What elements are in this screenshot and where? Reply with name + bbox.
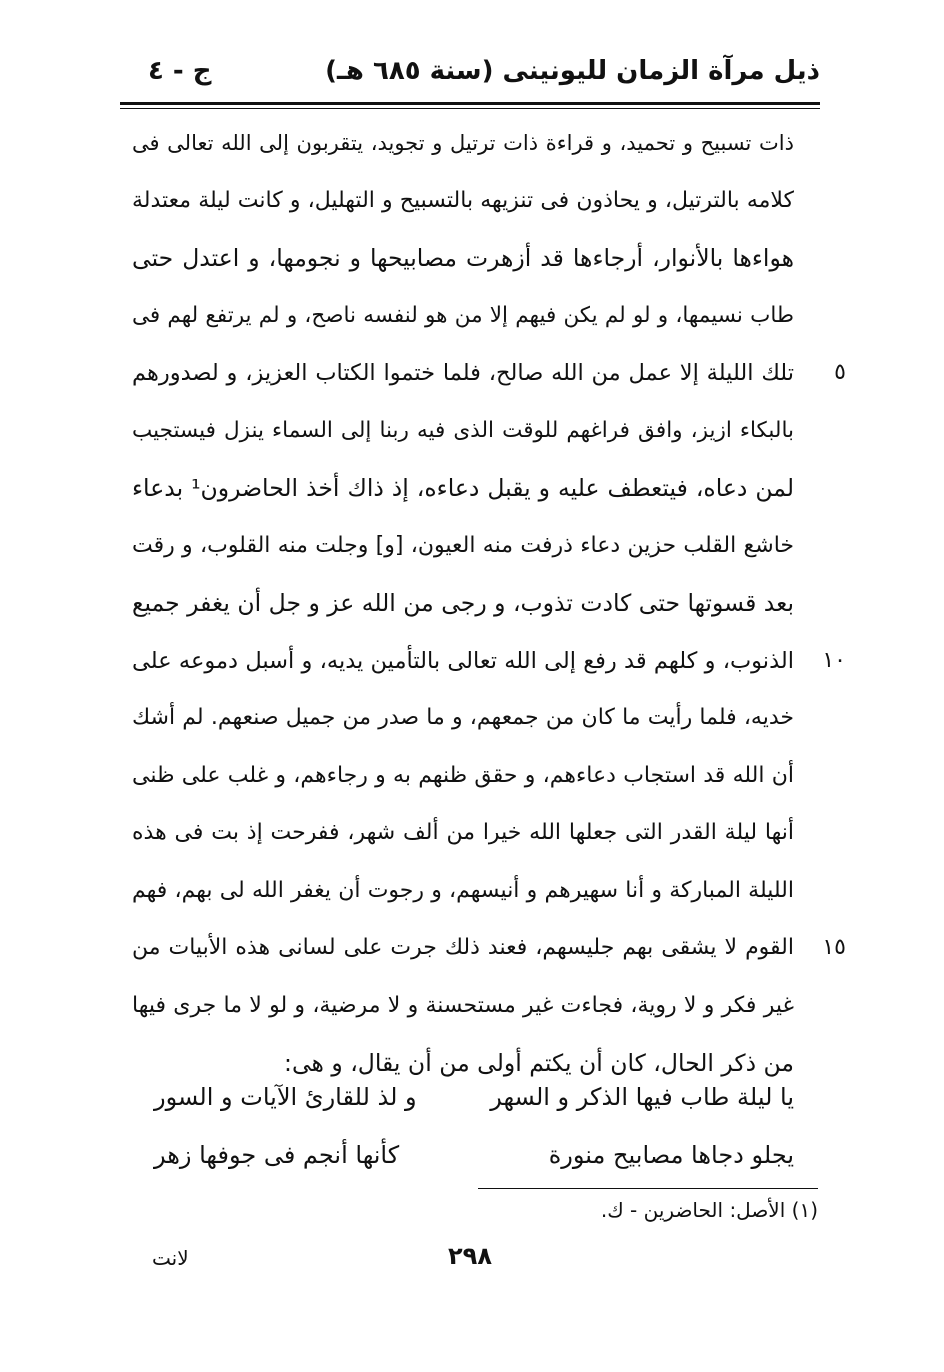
line-number: ٥ bbox=[834, 360, 846, 385]
poem-verse bbox=[154, 1132, 794, 1190]
text-line bbox=[132, 408, 794, 466]
text-line bbox=[132, 120, 794, 178]
header-rule-thick bbox=[120, 102, 820, 105]
poem-verse bbox=[154, 1074, 794, 1132]
header-rule-thin bbox=[120, 108, 820, 109]
line-text: هواءها بالأنوار، أرجاءها قد أزهرت مصابيحها و نجومها، و اعتدل حتى bbox=[132, 244, 794, 272]
footnote-rule bbox=[478, 1188, 818, 1189]
line-text: غير فكر و لا روية، فجاءت غير مستحسنة و لا مرضية، و لو لا ما جرى فيها bbox=[132, 992, 794, 1018]
running-header bbox=[120, 52, 820, 100]
page-number: ٢٩٨ bbox=[448, 1242, 492, 1270]
text-line bbox=[132, 695, 794, 753]
line-number: ١٠ bbox=[822, 647, 846, 673]
text-line bbox=[132, 523, 794, 581]
body-text bbox=[132, 120, 846, 1098]
line-text: من ذكر الحال، كان أن يكتم أولى من أن يقال، و هى: bbox=[284, 1049, 794, 1077]
text-line bbox=[132, 925, 846, 983]
line-text: ذات تسبيح و تحميد، و قراءة ذات ترتيل و تجويد، يتقربون إلى الله تعالى فى bbox=[132, 131, 794, 155]
line-text: الليلة المباركة و أنا سهيرهم و أنيسهم، و رجوت أن يغفر الله لى بهم، فهم bbox=[132, 877, 794, 903]
footnote: (١) الأصل: الحاضرين - ك. bbox=[600, 1198, 818, 1222]
text-line bbox=[132, 868, 794, 926]
signature-mark: لانت bbox=[152, 1246, 189, 1270]
line-text: خديه، فلما رأيت ما كان من جمعهم، و ما صدر من جميل صنعهم. لم أشك bbox=[132, 705, 794, 730]
verse-second-hemistich: و لذ للقارئ الآيات و السور bbox=[154, 1083, 417, 1111]
header-volume: ج - ٤ bbox=[148, 56, 212, 86]
line-text: القوم لا يشقى بهم جليسهم، فعند ذلك جرت على لسانى هذه الأبيات من bbox=[132, 935, 794, 960]
header-title: ذيل مرآة الزمان لليونينى (سنة ٦٨٥ هـ) bbox=[325, 56, 820, 86]
text-line bbox=[132, 235, 794, 293]
line-text: الذنوب، و كلهم قد رفع إلى الله تعالى بالتأمين يديه، و أسبل دموعه على bbox=[132, 647, 794, 674]
text-line bbox=[132, 983, 794, 1041]
line-text: بعد قسوتها حتى كادت تذوب، و رجى من الله عز و جل أن يغفر جميع bbox=[132, 589, 794, 617]
text-line bbox=[132, 753, 794, 811]
line-text: لمن دعاه، فيتعطف عليه و يقبل دعاءه، إذ ذاك أخذ الحاضرون¹ بدعاء bbox=[132, 474, 795, 502]
line-text: طاب نسيمها، و لو لم يكن فيهم إلا من هو لنفسه ناصح، و لم يرتفع لهم فى bbox=[132, 302, 794, 328]
line-text: بالبكاء ازيز، وافق فراغهم للوقت الذى فيه ربنا إلى السماء ينزل فيستجيب bbox=[132, 417, 794, 443]
line-text: أن الله قد استجاب دعاءهم، و حقق ظنهم به و رجاءهم، و غلب على ظنى bbox=[132, 762, 794, 788]
text-line bbox=[132, 293, 794, 351]
line-text: تلك الليلة إلا عمل من الله صالح، فلما ختموا الكتاب العزيز، و لصدورهم bbox=[132, 360, 794, 386]
verse-first-hemistich: يا ليلة طاب فيها الذكر و السهر bbox=[490, 1083, 794, 1111]
text-line bbox=[132, 178, 794, 236]
text-line bbox=[132, 350, 846, 408]
line-number: ١٥ bbox=[822, 935, 846, 960]
text-line bbox=[132, 465, 794, 523]
line-text: أنها ليلة القدر التى جعلها الله خيرا من ألف شهر، ففرحت إذ بت فى هذه bbox=[132, 820, 794, 845]
verse-second-hemistich: كأنها أنجم فى جوفها زهر bbox=[154, 1141, 400, 1169]
text-line bbox=[132, 810, 794, 868]
text-line bbox=[132, 638, 846, 696]
line-text: كلامه بالترتيل، و يحاذون فى تنزيهه بالتسبيح و التهليل، و كانت ليلة معتدلة bbox=[132, 187, 794, 213]
text-line bbox=[132, 580, 794, 638]
verse-first-hemistich: يجلو دجاها مصابيح منورة bbox=[548, 1141, 794, 1169]
line-text: خاشع القلب حزين دعاء ذرفت منه العيون، [و] وجلت منه القلوب، و رقت bbox=[132, 532, 794, 558]
poem bbox=[154, 1074, 794, 1190]
